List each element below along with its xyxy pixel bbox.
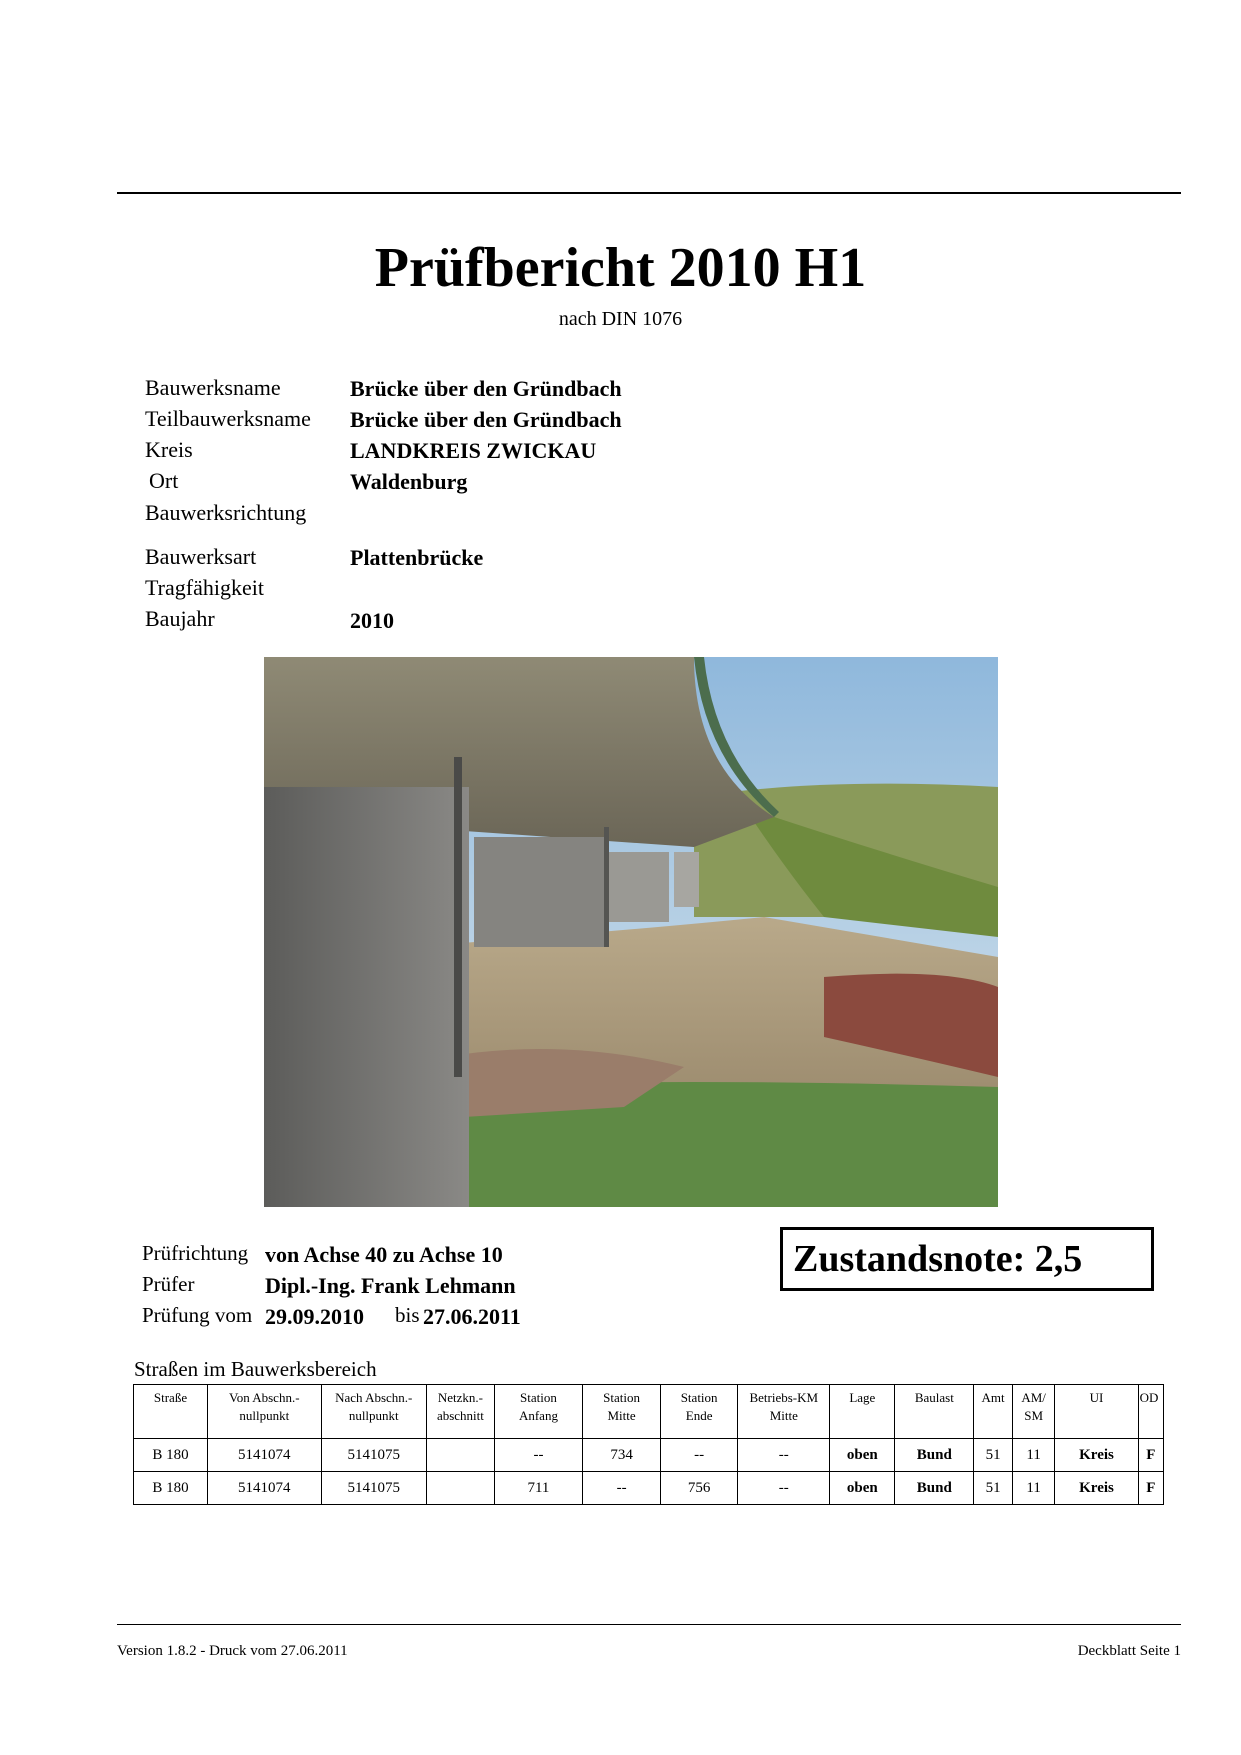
table-cell: Bund — [895, 1439, 974, 1472]
roads-table — [133, 1384, 1164, 1505]
table-cell: oben — [830, 1439, 895, 1472]
column-header: Netzkn.- abschnitt — [426, 1385, 494, 1439]
column-header: UI — [1055, 1385, 1138, 1439]
column-header: Nach Abschn.- nullpunkt — [321, 1385, 426, 1439]
table-cell: Kreis — [1055, 1439, 1138, 1472]
table-cell: Kreis — [1055, 1472, 1138, 1505]
table-cell: 711 — [494, 1472, 582, 1505]
table-cell: -- — [738, 1439, 830, 1472]
info-label: Bauwerksrichtung — [145, 500, 307, 525]
table-cell: F — [1138, 1472, 1163, 1505]
info-label: Ort — [149, 468, 179, 493]
table-cell: 5141074 — [208, 1472, 322, 1505]
table-cell: 734 — [583, 1439, 661, 1472]
roads-heading: Straßen im Bauwerksbereich — [134, 1357, 377, 1381]
table-cell — [426, 1472, 494, 1505]
column-header: Straße — [134, 1385, 208, 1439]
column-header: Station Ende — [661, 1385, 738, 1439]
info-label: Tragfähigkeit — [145, 575, 264, 600]
bottom-rule — [117, 1624, 1181, 1625]
table-cell: Bund — [895, 1472, 974, 1505]
table-cell — [426, 1439, 494, 1472]
table-cell: -- — [661, 1439, 738, 1472]
table-cell: B 180 — [134, 1472, 208, 1505]
table-cell: B 180 — [134, 1439, 208, 1472]
column-header: Station Mitte — [583, 1385, 661, 1439]
table-cell: F — [1138, 1439, 1163, 1472]
info-value: Plattenbrücke — [350, 545, 484, 570]
date-label: Prüfung vom — [142, 1303, 253, 1327]
date-to: 27.06.2011 — [423, 1304, 521, 1329]
direction-label: Prüfrichtung — [142, 1241, 249, 1265]
table-cell: -- — [494, 1439, 582, 1472]
info-value: Brücke über den Gründbach — [350, 376, 622, 401]
table-cell: 51 — [974, 1472, 1013, 1505]
info-value: Waldenburg — [350, 469, 468, 494]
table-row — [134, 1472, 1164, 1505]
column-header: Amt — [974, 1385, 1013, 1439]
report-subtitle: nach DIN 1076 — [558, 308, 683, 330]
table-header-row — [134, 1385, 1164, 1439]
table-cell: oben — [830, 1472, 895, 1505]
column-header: Von Abschn.- nullpunkt — [208, 1385, 322, 1439]
info-label: Kreis — [145, 437, 193, 462]
date-from: 29.09.2010 — [265, 1304, 364, 1329]
table-cell: 11 — [1012, 1439, 1055, 1472]
footer-version: Version 1.8.2 - Druck vom 27.06.2011 — [117, 1643, 348, 1659]
bridge-photo — [264, 657, 998, 1207]
info-value: Brücke über den Gründbach — [350, 407, 622, 432]
info-value: 2010 — [350, 608, 394, 633]
info-label: Bauwerksname — [145, 375, 281, 400]
info-value: LANDKREIS ZWICKAU — [350, 438, 597, 463]
inspector-value: Dipl.-Ing. Frank Lehmann — [265, 1273, 516, 1298]
column-header: Station Anfang — [494, 1385, 582, 1439]
direction-value: von Achse 40 zu Achse 10 — [265, 1242, 503, 1267]
date-to-label: bis — [395, 1303, 420, 1327]
info-label: Teilbauwerksname — [145, 406, 311, 431]
column-header: Baulast — [895, 1385, 974, 1439]
table-cell: -- — [738, 1472, 830, 1505]
column-header: Lage — [830, 1385, 895, 1439]
table-cell: -- — [583, 1472, 661, 1505]
column-header: Betriebs-KM Mitte — [738, 1385, 830, 1439]
condition-note-box: Zustandsnote: 2,5 — [780, 1227, 1154, 1291]
table-cell: 5141075 — [321, 1472, 426, 1505]
table-row — [134, 1439, 1164, 1472]
footer-page: Deckblatt Seite 1 — [1077, 1643, 1181, 1659]
table-cell: 51 — [974, 1439, 1013, 1472]
info-label: Bauwerksart — [145, 544, 257, 569]
table-cell: 11 — [1012, 1472, 1055, 1505]
column-header: OD — [1138, 1385, 1163, 1439]
info-label: Baujahr — [145, 606, 215, 631]
report-title: Prüfbericht 2010 H1 — [374, 237, 867, 299]
inspector-label: Prüfer — [142, 1272, 195, 1296]
column-header: AM/ SM — [1012, 1385, 1055, 1439]
table-cell: 5141075 — [321, 1439, 426, 1472]
table-cell: 5141074 — [208, 1439, 322, 1472]
top-rule — [117, 192, 1181, 194]
table-cell: 756 — [661, 1472, 738, 1505]
